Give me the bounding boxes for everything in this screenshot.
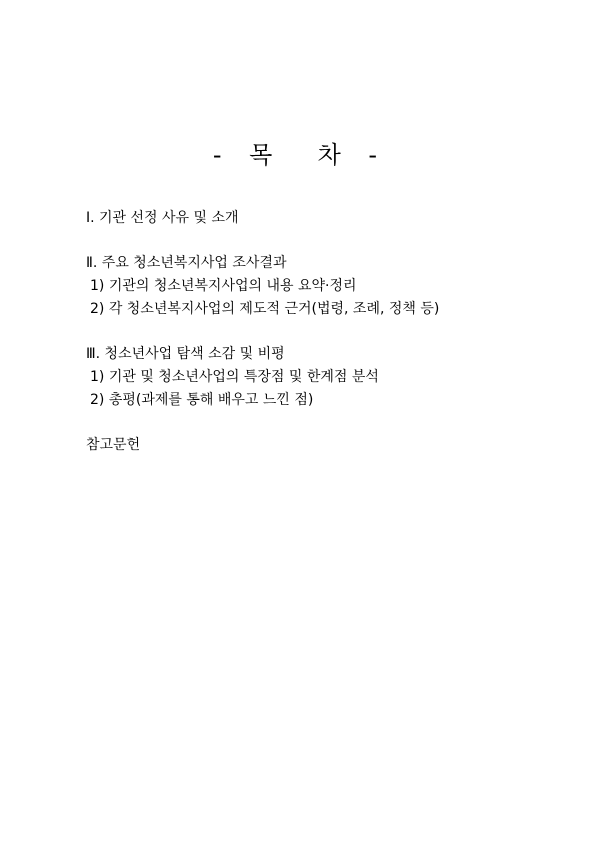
toc-section-2 xyxy=(86,252,566,321)
table-of-contents xyxy=(86,207,566,457)
toc-section-heading: Ⅱ. 주요 청소년복지사업 조사결과 xyxy=(86,255,287,271)
toc-item: 1) 기관의 청소년복지사업의 내용 요약·정리 xyxy=(90,278,357,294)
toc-section-3 xyxy=(86,343,566,412)
toc-item: 2) 각 청소년복지사업의 제도적 근거(법령, 조례, 정책 등) xyxy=(90,301,440,317)
toc-item: 2) 총평(과제를 통해 배우고 느낀 점) xyxy=(90,392,314,408)
toc-references: 참고문헌 xyxy=(86,437,141,453)
toc-section-heading: Ⅰ. 기관 선정 사유 및 소개 xyxy=(86,210,239,226)
toc-section-1 xyxy=(86,207,566,230)
toc-item: 1) 기관 및 청소년사업의 특장점 및 한계점 분석 xyxy=(90,369,379,385)
toc-section-heading: Ⅲ. 청소년사업 탐색 소감 및 비평 xyxy=(86,346,285,362)
toc-title: - 목 차 - xyxy=(212,141,388,169)
